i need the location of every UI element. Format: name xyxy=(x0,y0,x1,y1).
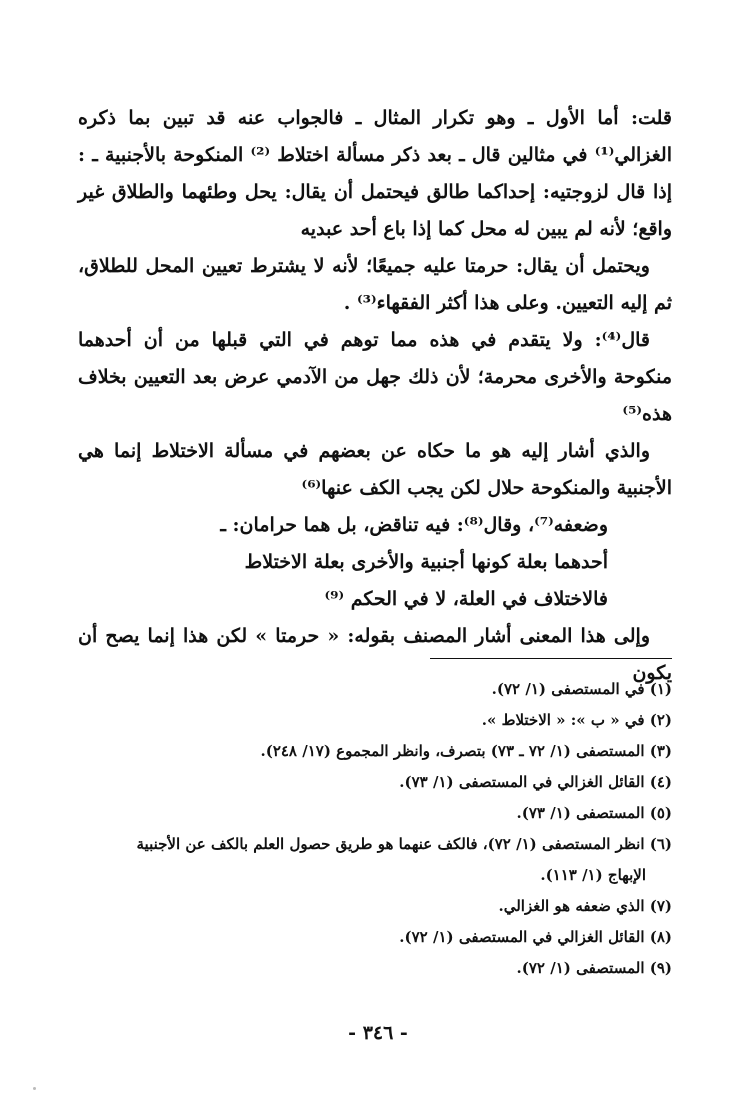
verse-line-2: أحدهما بعلة كونها أجنبية والأخرى بعلة الاختلاط xyxy=(244,551,608,573)
footnote-separator xyxy=(430,658,672,659)
footnote-3: (٣) المستصفى (١/ ٧٢ ـ ٧٣) بتصرف، وانظر المجموع (١٧/ ٢٤٨). xyxy=(260,742,672,760)
paragraph-2: ويحتمل أن يقال: حرمتا عليه جميعًا؛ لأنه لا يشترط تعيين المحل للطلاق، ثم إليه التعيين. وعلى هذا أكثر الفقهاء⁽³⁾ . xyxy=(78,255,672,314)
scan-speck xyxy=(33,1087,36,1090)
footnote-8: (٨) القائل الغزالي في المستصفى (١/ ٧٢). xyxy=(399,928,672,946)
footnote-5: (٥) المستصفى (١/ ٧٣). xyxy=(516,804,672,822)
verse-line-3: فالاختلاف في العلة، لا في الحكم ⁽⁹⁾ xyxy=(324,588,608,610)
page-number: - ٣٤٦ - xyxy=(348,1022,408,1044)
paragraph-4: والذي أشار إليه هو ما حكاه عن بعضهم في مسألة الاختلاط إنما هي الأجنبية والمنكوحة حلال لكن يجب الكف عنها⁽⁶⁾ xyxy=(78,440,672,499)
footnote-6 xyxy=(78,829,672,891)
paragraph-5: وإلى هذا المعنى أشار المصنف بقوله: « حرمتا » لكن هذا إنما يصح أن يكون xyxy=(78,625,672,684)
footnote-6-continuation: الإبهاج (١/ ١١٣). xyxy=(540,866,646,884)
footnote-2: (٢) في « ب »: « الاختلاط ». xyxy=(481,711,672,729)
verse-line-1: وضعفه⁽⁷⁾، وقال⁽⁸⁾: فيه تناقض، بل هما حرامان: ـ xyxy=(220,514,608,536)
footnote-4: (٤) القائل الغزالي في المستصفى (١/ ٧٣). xyxy=(399,773,672,791)
footnote-9: (٩) المستصفى (١/ ٧٢). xyxy=(516,959,672,977)
paragraph-3: قال⁽⁴⁾: ولا يتقدم في هذه مما توهم في التي قبلها من أن أحدهما منكوحة والأخرى محرمة؛ لأن ذلك جهل من الآدمي عرض بعد التعيين بخلاف هذه⁽⁵⁾ xyxy=(78,329,672,425)
footnotes xyxy=(78,674,672,984)
footnote-1: (١) في المستصفى (١/ ٧٢). xyxy=(491,680,672,698)
footnote-7: (٧) الذي ضعفه هو الغزالي. xyxy=(498,897,672,915)
paragraph-1: قلت: أما الأول ـ وهو تكرار المثال ـ فالجواب عنه قد تبين بما ذكره الغزالي⁽¹⁾ في مثالين قال ـ بعد ذكر مسألة اختلاط ⁽²⁾ المنكوحة بالأجنبية ـ : إذا قال لزوجتيه: إحداكما طالق فيحتمل أن يقال: يحل وطئهما والطلاق غير واقع؛ لأنه لم يبين له محل كما إذا باع أحد عبديه xyxy=(78,107,672,240)
main-text xyxy=(78,100,672,692)
footnote-6-text: (٦) انظر المستصفى (١/ ٧٢)، فالكف عنهما هو طريق حصول العلم بالكف عن الأجنبية xyxy=(136,835,672,853)
